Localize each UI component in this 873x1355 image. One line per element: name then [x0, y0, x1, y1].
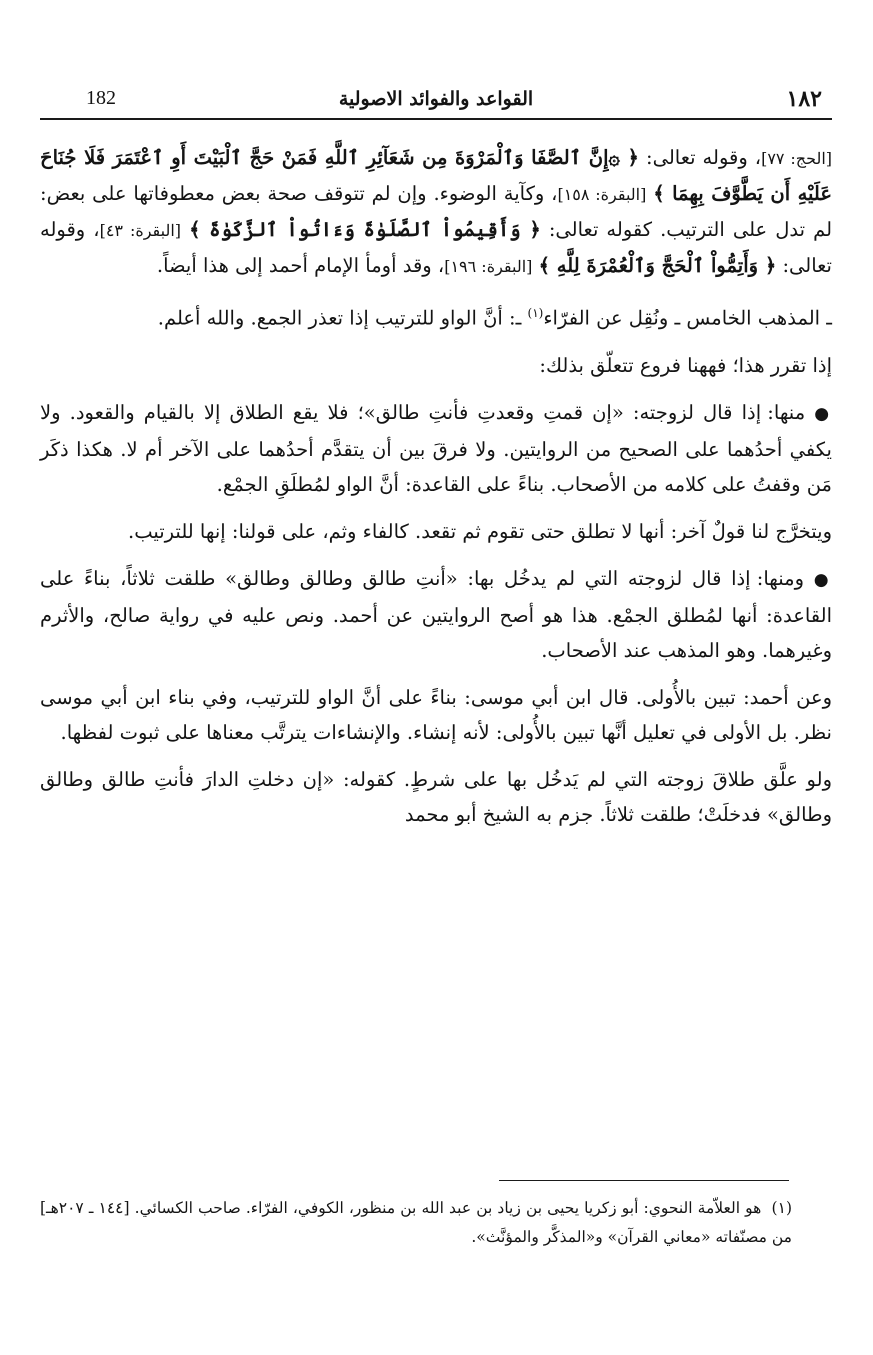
paragraph-2: [40, 296, 832, 336]
footnote-1: [40, 1194, 792, 1252]
paragraph-6: [40, 561, 832, 668]
text-run: ـ المذهب الخامس ـ ونُقِل عن الفرّاء: [543, 306, 832, 330]
quran-verse: ﴿ ۞إِنَّ ٱلصَّفَا وَٱلْمَرْوَةَ مِن شَعَآئِرِ ٱللَّهِ فَمَنْ حَجَّ ٱلْبَيْتَ أَوِ ٱعْتَمَرَ فَلَا جُنَاحَ عَلَيْهِ أَن يَطَّوَّفَ بِهِمَا ﴾: [40, 146, 833, 205]
bullet-icon: ●: [814, 403, 832, 424]
text-run: ـ: أنَّ الواو للترتيب إذا تعذر الجمع. والله أعلم.: [157, 306, 528, 330]
paragraph-7: وعن أحمد: تبين بالأُولى. قال ابن أبي موسى: بناءً على أنَّ الواو للترتيب، وفي بناء ابن أبي موسى نظر. بل الأولى في تعليل أنَّها تبين بالأُولى: لأنه إنشاء. والإنشاءات يترتَّب معناها على ثبوت لفظها.: [40, 685, 832, 744]
quran-reference: [البقرة: ١٩٦]: [444, 257, 533, 276]
page-number-arabic: ١٨٢: [786, 86, 822, 112]
page-number-latin: 182: [86, 87, 116, 109]
text-run: ، وقد أومأ الإمام أحمد إلى هذا أيضاً.: [156, 254, 445, 277]
text-run: ، وقوله تعالى:: [638, 146, 762, 169]
footnote-number: (١): [771, 1199, 792, 1217]
bullet-icon: ●: [813, 569, 832, 590]
page-header: [40, 82, 832, 120]
main-text: [40, 140, 832, 844]
running-title: القواعد والفوائد الاصولية: [338, 88, 534, 110]
footnote-marker[interactable]: (١): [527, 306, 544, 320]
paragraph-3: إذا تقرر هذا؛ فههنا فروع تتعلّق بذلك:: [539, 353, 832, 377]
paragraph-1: [40, 140, 832, 284]
quran-reference: [البقرة: ٤٣]: [99, 221, 182, 240]
footnotes: [40, 1194, 792, 1252]
quran-reference: [الحج: ٧٧]: [761, 149, 833, 168]
text-run: ومنها: إذا قال لزوجته التي لم يدخُل بها: «أنتِ طالق وطالق وطالق» طلقت ثلاثاً، بناءً على القاعدة: أنها لمُطلق الجمْع. هذا هو أصح الروايتين عن أحمد. ونص عليه في رواية صالح، والأثرم وغيرهما. وهو المذهب عند الأصحاب.: [40, 566, 832, 662]
paragraph-5: ويتخرَّج لنا قولٌ آخر: أنها لا تطلق حتى تقوم ثم تقعد. كالفاء وثم، على قولنا: إنها للترتيب.: [128, 519, 832, 543]
quran-reference: [البقرة: ١٥٨]: [557, 185, 647, 204]
paragraph-4: [40, 395, 832, 502]
paragraph-8: ولو علَّق طلاقَ زوجته التي لم يَدخُل بها على شرطٍ. كقوله: «إن دخلتِ الدارَ فأنتِ طالق وطالق وطالق» فدخلَتْ؛ طلقت ثلاثاً. جزم به الشيخ أبو محمد: [40, 767, 832, 826]
footnote-text: هو العلاّمة النحوي: أبو زكريا يحيى بن زياد بن عبد الله بن منظور، الكوفي، الفرّاء. صاحب الكسائي. [١٤٤ ـ ٢٠٧هـ] من مصنّفاته «معاني القرآن» و«المذكَّر والمؤنَّث».: [40, 1199, 792, 1246]
text-run: ، وكآية الوضوء. وإن لم تتوقف صحة بعض معطوفاتها على بعض: لم تدل على الترتيب. كقوله تعالى:: [40, 182, 833, 241]
footnote-divider: [499, 1180, 789, 1181]
quran-verse: ﴿ وَأَتِمُّواْ ٱلْحَجَّ وَٱلْعُمْرَةَ لِلَّهِ ﴾: [538, 254, 777, 277]
text-run: منها: إذا قال لزوجته: «إن قمتِ وقعدتِ فأنتِ طالق»؛ فلا يقع الطلاق إلا بالقيام والقعود. ولا يكفي أحدُهما على الصحيح من الروايتين. ولا فرقَ بين أن يتقدَّم أحدُهما على الآخر أم لا. هكذا ذكَر مَن وقفتُ على كلامه من الأصحاب. بناءً على القاعدة: أنَّ الواو لمُطلَقِ الجمْع.: [40, 400, 832, 496]
quran-verse: ﴿ وَأَقِيمُواْ ٱلصَّلَوٰةَ وَءَاتُواْ ٱلزَّكَوٰةَ ﴾: [189, 218, 541, 241]
text-run: ، وقوله تعالى:: [40, 218, 832, 277]
